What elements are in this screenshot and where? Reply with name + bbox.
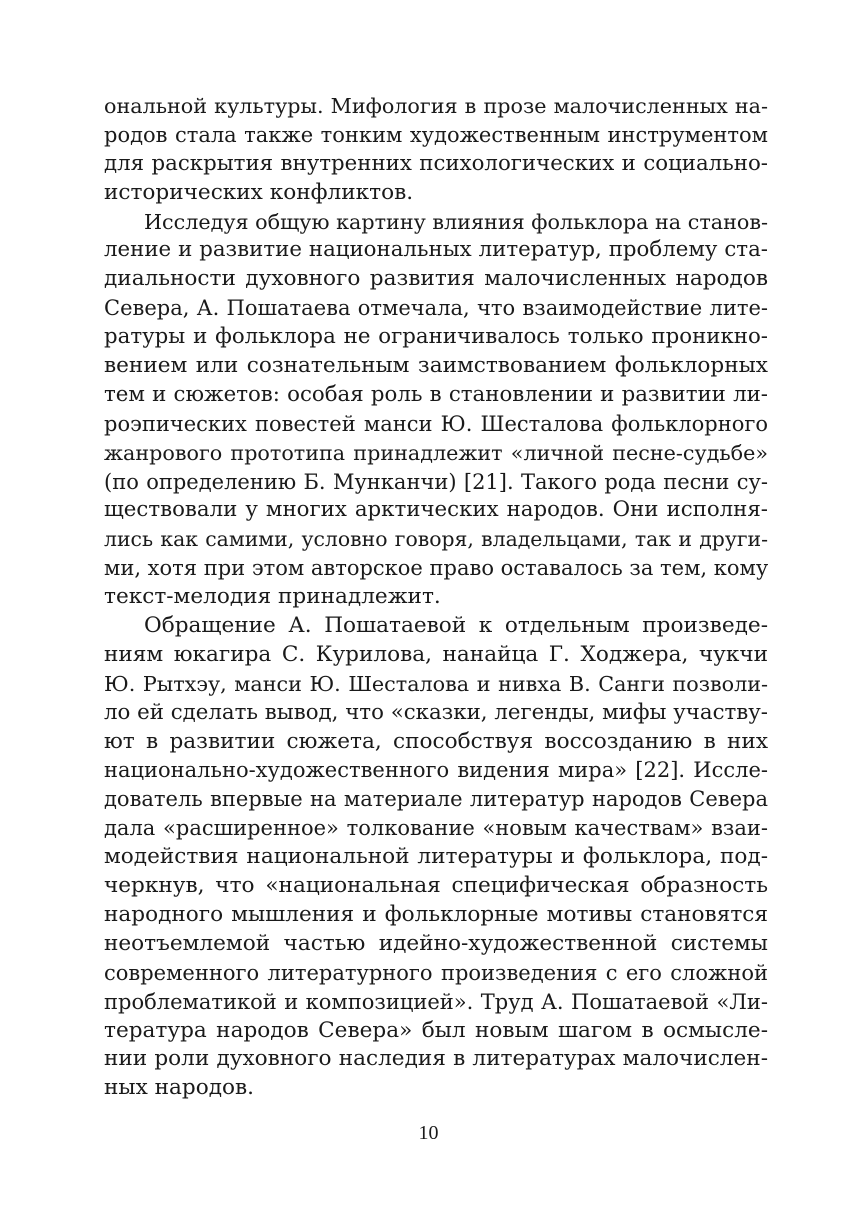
text-line: тература народов Севера» был новым шагом в осмысле- (104, 1017, 768, 1043)
text-line: народного мышления и фольклорные мотивы становятся (104, 901, 768, 927)
text-line: ло ей сделать вывод, что «сказки, легенды, мифы участву- (104, 699, 768, 725)
text-line: родов стала также тонким художественным инструментом (104, 122, 768, 147)
text-line: ми, хотя при этом авторское право оставалось за тем, кому (104, 556, 769, 581)
text-line: неотъемлемой частью идейно-художественной системы (104, 930, 768, 956)
paragraph (104, 208, 768, 612)
text-line: исторических конфликтов. (104, 179, 414, 205)
text-line: дала «расширенное» толкование «новым качествам» взаи- (104, 816, 768, 841)
text-line: ют в развитии сюжета, способствуя воссозданию в них (104, 728, 768, 754)
text-line: текст-мелодия принадлежит. (104, 584, 441, 610)
text-line: ных народов. (104, 1075, 255, 1101)
text-line: (по определению Б. Мунканчи) [21]. Такого рода песни су- (104, 469, 768, 494)
text-line: нии роли духовного наследия в литературах малочислен- (104, 1046, 768, 1072)
text-line: Ю. Рытхэу, манси Ю. Шесталова и нивха В. Санги позволи- (104, 671, 768, 696)
text-line: роэпических повестей манси Ю. Шесталова фольклорного (104, 411, 768, 436)
text-line: Исследуя общую картину влияния фольклора на станов- (144, 209, 768, 234)
text-line: черкнув, что «национальная специфическая образность (104, 873, 768, 899)
text-line: Обращение А. Пошатаевой к отдельным произведе- (144, 613, 768, 639)
text-line: дователь впервые на материале литератур народов Севера (104, 787, 768, 812)
text-line: ление и развитие национальных литератур, проблему ста- (104, 237, 768, 263)
page-body (104, 92, 768, 1103)
text-line: современного литературного произведения с его сложной (104, 960, 768, 985)
text-line: для раскрытия внутренних психологических и социально- (104, 150, 768, 176)
text-line: вением или сознательным заимствованием фольклорных (104, 353, 768, 379)
text-line: ниям юкагира С. Курилова, нанайца Г. Ходжера, чукчи (104, 641, 768, 667)
text-line: национально-художественного видения мира» [22]. Иссле- (104, 758, 768, 783)
paragraph (104, 92, 768, 208)
text-line: модействия национальной литературы и фольклора, под- (104, 844, 768, 870)
text-line: ществовали у многих арктических народов. Они исполня- (104, 497, 768, 523)
text-line: тем и сюжетов: особая роль в становлении и развитии ли- (104, 381, 768, 407)
text-line: проблематикой и композицией». Труд А. Пошатаевой «Ли- (104, 989, 768, 1014)
text-line: ратуры и фольклора не ограничивалось только проникно- (104, 324, 768, 350)
text-line: жанрового прототипа принадлежит «личной песне-судьбе» (104, 440, 768, 465)
text-line: Севера, А. Пошатаева отмечала, что взаимодействие лите- (104, 296, 768, 321)
text-line: лись как самими, условно говоря, владельцами, так и други- (104, 527, 768, 552)
text-line: диальности духовного развития малочисленных народов (104, 266, 768, 292)
page-number: 10 (418, 1122, 439, 1144)
text-line: ональной культуры. Мифология в прозе малочисленных на- (104, 94, 768, 118)
paragraph (104, 612, 768, 1103)
